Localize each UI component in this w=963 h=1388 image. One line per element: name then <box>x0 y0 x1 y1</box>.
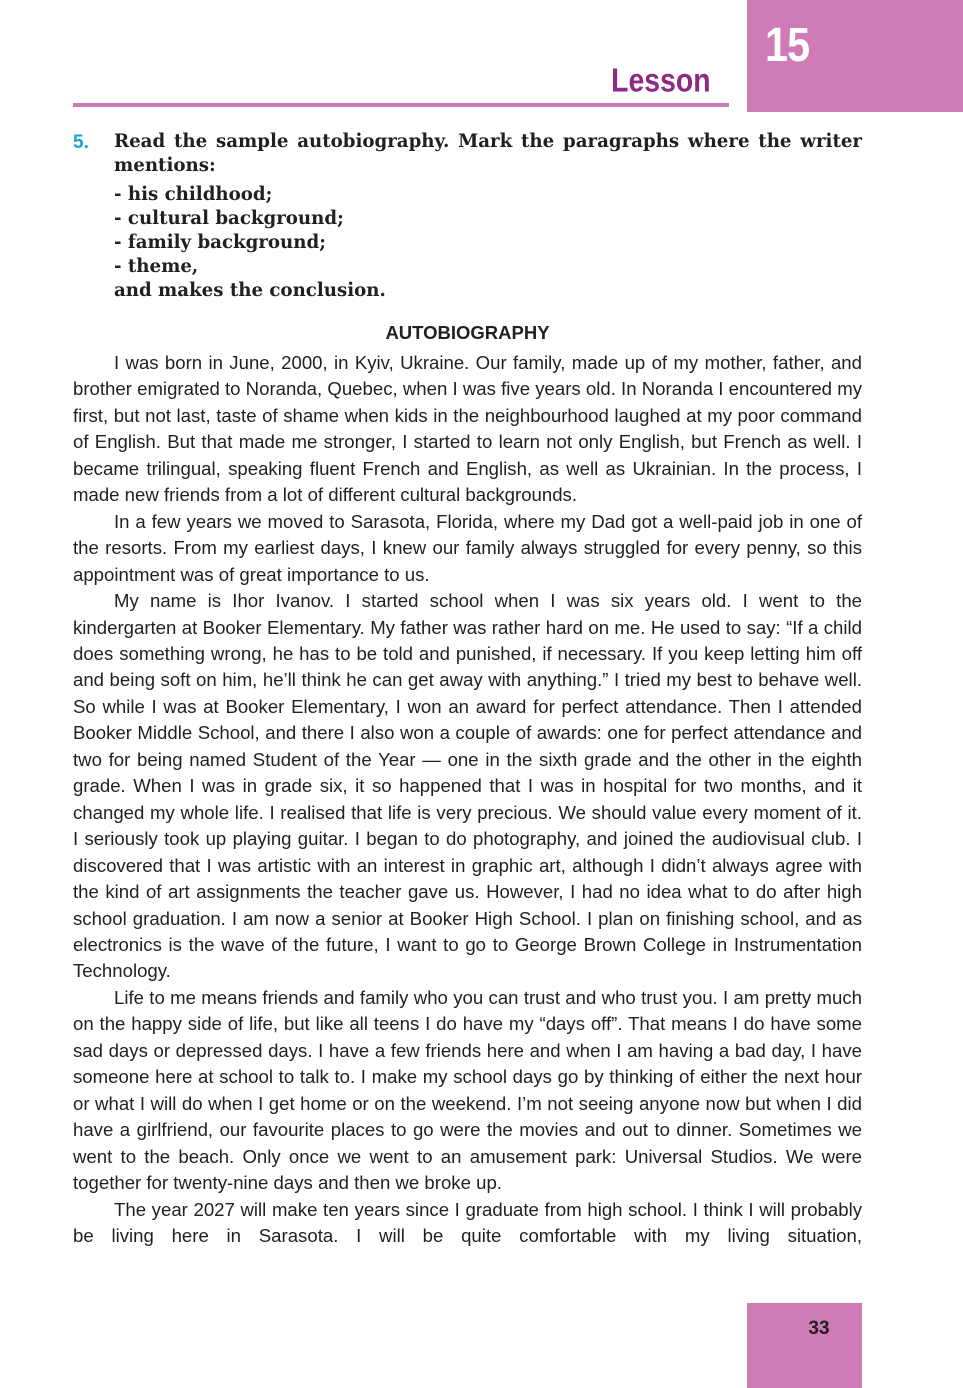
essay-body <box>73 350 862 1249</box>
page-number: 33 <box>808 1318 830 1339</box>
task-closing: and makes the conclusion. <box>114 280 386 301</box>
essay-paragraph: The year 2027 will make ten years since I graduate from high school. I think I will probably be living here in Sarasota. I will be quite comfortable with my living situation, <box>73 1198 862 1246</box>
essay-paragraph: My name is Ihor Ivanov. I started school when I was six years old. I went to the kindergarten at Booker Elementary. My father was rather hard on me. He used to say: “If a child does something wrong, he has to be told and punished, if necessary. If you keep letting him off and being soft on him, he’ll think he can get away with anything.” I tried my best to behave well. So while I was at Booker Elementary, I won an award for perfect attendance. Then I attended Booker Middle School, and there I also won a couple of awards: one for perfect attendance and two for being named Student of the Year — one in the sixth grade and the other in the eighth grade. When I was in grade six, it so happened that I was in hospital for two months, and it changed my whole life. I realised that life is very precious. We should value every moment of it. I seriously took up playing guitar. I began to do photography, and joined the audiovisual club. I discovered that I was artistic with an interest in graphic art, although I didn’t always agree with the kind of art assignments the teacher gave us. However, I had no idea what to do after high school graduation. I am now a senior at Booker High School. I plan on finishing school, and as electronics is the wave of the future, I want to go to George Brown College in Instrumentation Technology. <box>73 590 862 982</box>
task-number: 5. <box>73 132 89 153</box>
essay-title: AUTOBIOGRAPHY <box>385 322 550 343</box>
task-item: - his childhood; <box>114 184 273 205</box>
task-items-list <box>114 183 862 279</box>
lesson-number: 15 <box>765 19 810 72</box>
task-item: - theme, <box>114 256 199 277</box>
essay-paragraph: Life to me means friends and family who you can trust and who trust you. I am pretty much on the happy side of life, but like all teens I do have my “days off”. That means I do have some sad days or depressed days. I have a few friends here and when I am having a bad day, I have someone here at school to talk to. I make my school days go by thinking of either the next hour or what I will do when I get home or on the weekend. I’m not seeing anyone now but when I did have a girlfriend, our favourite places to go were the movies and out to dinner. Sometimes we went to the beach. Only once we went to an amusement park: Universal Studios. We were together for twenty-nine days and then we broke up. <box>73 986 862 1194</box>
task-instructions <box>114 130 862 303</box>
task-prompt: Read the sample autobiography. Mark the paragraphs where the writer <box>114 131 862 152</box>
essay-paragraph: In a few years we moved to Sarasota, Florida, where my Dad got a well-paid job in one of the resorts. From my earliest days, I knew our family always struggled for every penny, so this appointment was of great importance to us. <box>73 510 862 585</box>
page-number-tab <box>747 1303 862 1388</box>
header-divider <box>73 103 729 107</box>
task-item: - cultural background; <box>114 208 344 229</box>
essay-paragraph: I was born in June, 2000, in Kyiv, Ukraine. Our family, made up of my mother, father, and brother emigrated to Noranda, Quebec, when I was five years old. In Noranda I encountered my first, but not last, taste of shame when kids in the neighbourhood laughed at my poor command of English. But that made me stronger, I started to learn not only English, but French as well. I became trilingual, speaking fluent French and English, as well as Ukrainian. In the process, I made new friends from a lot of different cultural backgrounds. <box>73 352 862 506</box>
task-item: - family background; <box>114 232 326 253</box>
lesson-label: Lesson <box>611 61 711 99</box>
task-prompt-continuation: mentions: <box>114 155 216 176</box>
